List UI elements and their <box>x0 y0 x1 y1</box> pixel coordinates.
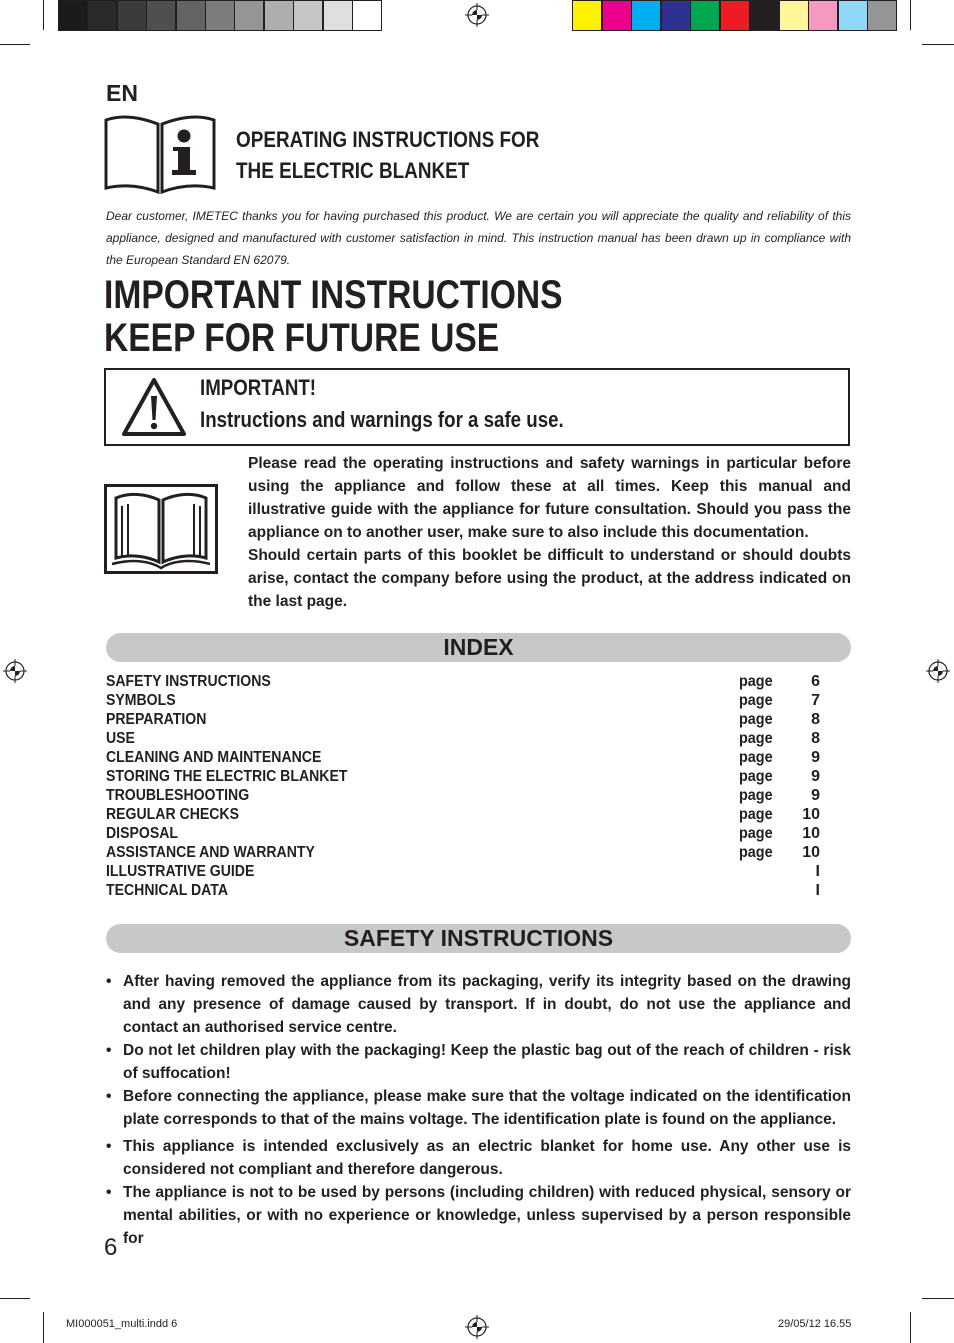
gray-swatch <box>264 0 294 31</box>
color-swatch <box>720 0 750 31</box>
index-page-label: page <box>739 673 773 690</box>
index-page-number: 10 <box>802 844 820 861</box>
index-heading: INDEX <box>106 633 851 662</box>
index-page-number: 9 <box>811 768 820 785</box>
footer-filename: MI000051_multi.indd 6 <box>66 1318 178 1330</box>
crop-mark <box>922 44 954 45</box>
index-row <box>106 881 820 900</box>
manual-title <box>236 124 539 186</box>
warning-title: IMPORTANT! <box>200 375 316 400</box>
index-page-number: 10 <box>802 806 820 823</box>
index-page-label: page <box>739 749 773 766</box>
index-entry-title: SYMBOLS <box>106 692 176 709</box>
open-book-icon <box>104 484 218 574</box>
crop-mark <box>43 1312 44 1343</box>
important-heading-line: IMPORTANT INSTRUCTIONS <box>104 273 563 317</box>
gray-swatch <box>323 0 353 31</box>
warning-text <box>200 372 564 436</box>
read-manual-note <box>248 452 851 613</box>
color-swatch <box>631 0 661 31</box>
color-swatch <box>690 0 720 31</box>
registration-mark-icon <box>465 3 489 27</box>
crop-mark <box>910 1312 911 1343</box>
index-page-label: page <box>739 730 773 747</box>
manual-title-line: THE ELECTRIC BLANKET <box>236 158 470 183</box>
index-entry-title: TECHNICAL DATA <box>106 882 229 899</box>
crop-mark <box>922 1298 954 1299</box>
index-entry-title: ILLUSTRATIVE GUIDE <box>106 863 255 880</box>
crop-mark <box>43 0 44 30</box>
footer-timestamp: 29/05/12 16.55 <box>778 1318 852 1330</box>
index-page-label: page <box>739 787 773 804</box>
index-page-number: 8 <box>811 730 820 747</box>
index-page-number: 8 <box>811 711 820 728</box>
index-row <box>106 672 820 691</box>
index-row <box>106 710 820 729</box>
index-page-number: 10 <box>802 825 820 842</box>
safety-heading: SAFETY INSTRUCTIONS <box>106 924 851 953</box>
page-number: 6 <box>104 1234 118 1261</box>
registration-mark-icon <box>465 1315 489 1339</box>
color-swatch <box>749 0 779 31</box>
index-row <box>106 824 820 843</box>
safety-bullet: • This appliance is intended exclusively as an electric blanket for home use. Any other use is considered not compliant and therefore dangerous. <box>106 1135 851 1181</box>
gray-swatch <box>205 0 235 31</box>
gray-swatch <box>58 0 88 31</box>
index-row <box>106 843 820 862</box>
index-entry-title: TROUBLESHOOTING <box>106 787 250 804</box>
important-heading <box>104 274 563 360</box>
language-code: EN <box>106 80 138 106</box>
gray-swatch <box>146 0 176 31</box>
index-page-label: page <box>739 768 773 785</box>
safety-bullet-list <box>106 970 851 1250</box>
index-row <box>106 748 820 767</box>
color-swatch <box>661 0 691 31</box>
safety-bullet: • The appliance is not to be used by persons (including children) with reduced physical, sensory or mental abilities, or with no experience or knowledge, unless supervised by a person responsible for <box>106 1181 851 1250</box>
index-row <box>106 805 820 824</box>
index-entry-title: PREPARATION <box>106 711 207 728</box>
crop-mark <box>910 0 911 30</box>
color-swatch <box>867 0 897 31</box>
manual-title-line: OPERATING INSTRUCTIONS FOR <box>236 127 540 152</box>
index-page-number: 9 <box>811 749 820 766</box>
index-page-number: 6 <box>811 673 820 690</box>
gray-swatch <box>293 0 323 31</box>
read-note-paragraph: Please read the operating instructions and safety warnings in particular before using the appliance and follow these at all times. Keep this manual and illustrative guide with the appliance for future consultation. Should you pass the appliance on to another user, make sure to also include this documentation. <box>248 455 851 541</box>
index-row <box>106 862 820 881</box>
index-row <box>106 691 820 710</box>
index-entry-title: STORING THE ELECTRIC BLANKET <box>106 768 348 785</box>
index-entry-title: REGULAR CHECKS <box>106 806 239 823</box>
warning-triangle-icon <box>120 376 188 438</box>
color-swatch <box>808 0 838 31</box>
index-row <box>106 729 820 748</box>
crop-mark <box>0 1298 30 1299</box>
intro-paragraph: Dear customer, IMETEC thanks you for having purchased this product. We are certain you will appreciate the quality and reliability of this appliance, designed and manufactured with customer satisfaction in mind. This instruction manual has been drawn up in compliance with the European Standard EN 62079. <box>106 209 851 267</box>
gray-swatch <box>87 0 117 31</box>
safety-bullet: • After having removed the appliance from its packaging, verify its integrity based on the drawing and any presence of damage caused by transport. If in doubt, do not use the appliance and contact an authorised service centre. <box>106 970 851 1039</box>
index-page-number: I <box>815 863 820 880</box>
index-entry-title: ASSISTANCE AND WARRANTY <box>106 844 315 861</box>
gray-swatch <box>117 0 147 31</box>
important-heading-line: KEEP FOR FUTURE USE <box>104 316 500 360</box>
registration-mark-icon <box>926 659 950 683</box>
warning-subtitle: Instructions and warnings for a safe use. <box>200 407 564 432</box>
index-row <box>106 767 820 786</box>
color-swatch <box>838 0 868 31</box>
index-page-label: page <box>739 825 773 842</box>
color-swatch <box>602 0 632 31</box>
index-entry-title: SAFETY INSTRUCTIONS <box>106 673 271 690</box>
index-page-number: 7 <box>811 692 820 709</box>
safety-bullet: • Do not let children play with the packaging! Keep the plastic bag out of the reach of children - risk of suffocation! <box>106 1039 851 1085</box>
gray-swatch <box>234 0 264 31</box>
registration-mark-icon <box>3 659 27 683</box>
index-page-label: page <box>739 806 773 823</box>
safety-bullet: • Before connecting the appliance, please make sure that the voltage indicated on the identification plate corresponds to that of the mains voltage. The identification plate is found on the appliance. <box>106 1085 851 1131</box>
gray-swatch <box>176 0 206 31</box>
index-page-number: 9 <box>811 787 820 804</box>
index-entry-title: USE <box>106 730 135 747</box>
index-page-number: I <box>815 882 820 899</box>
gray-swatch <box>352 0 382 31</box>
read-note-paragraph: Should certain parts of this booklet be difficult to understand or should doubts arise, contact the company before using the product, at the address indicated on the last page. <box>248 547 851 610</box>
index-row <box>106 786 820 805</box>
color-swatch <box>572 0 602 31</box>
index-page-label: page <box>739 711 773 728</box>
info-book-icon <box>104 114 216 194</box>
index-page-label: page <box>739 692 773 709</box>
index-page-label: page <box>739 844 773 861</box>
color-swatch <box>779 0 809 31</box>
index-entry-title: DISPOSAL <box>106 825 178 842</box>
crop-mark <box>0 44 30 45</box>
index-entry-title: CLEANING AND MAINTENANCE <box>106 749 322 766</box>
